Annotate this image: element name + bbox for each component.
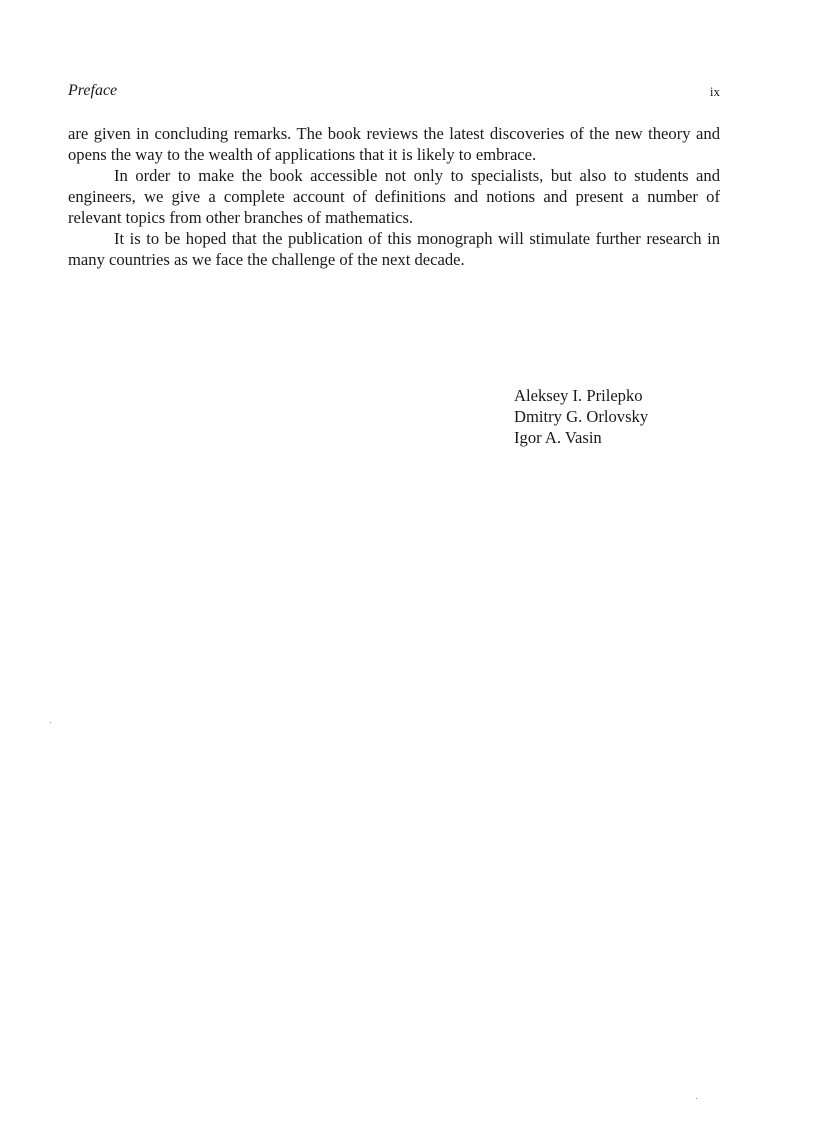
paragraph-continuation: are given in concluding remarks. The book reviews the latest discoveries of the new theory and opens the way to the wealth of applications that it is likely to embrace. xyxy=(68,124,720,164)
paragraph-accessibility: In order to make the book accessible not only to specialists, but also to students and engineers, we give a complete account of definitions and notions and present a number of relevant topics from other branches of mathematics. xyxy=(68,166,720,227)
page-number: ix xyxy=(709,84,720,99)
author-name: Dmitry G. Orlovsky xyxy=(514,407,649,426)
preface-body xyxy=(68,123,720,270)
author-signatures xyxy=(514,385,648,448)
scan-speck xyxy=(696,1098,697,1099)
running-head xyxy=(68,82,720,104)
author-name: Aleksey I. Prilepko xyxy=(514,386,643,405)
paragraph-closing: It is to be hoped that the publication of this monograph will stimulate further research in many countries as we face the challenge of the next decade. xyxy=(68,229,720,269)
author-name: Igor A. Vasin xyxy=(514,428,602,447)
scan-speck xyxy=(50,722,51,723)
running-title: Preface xyxy=(68,82,118,99)
